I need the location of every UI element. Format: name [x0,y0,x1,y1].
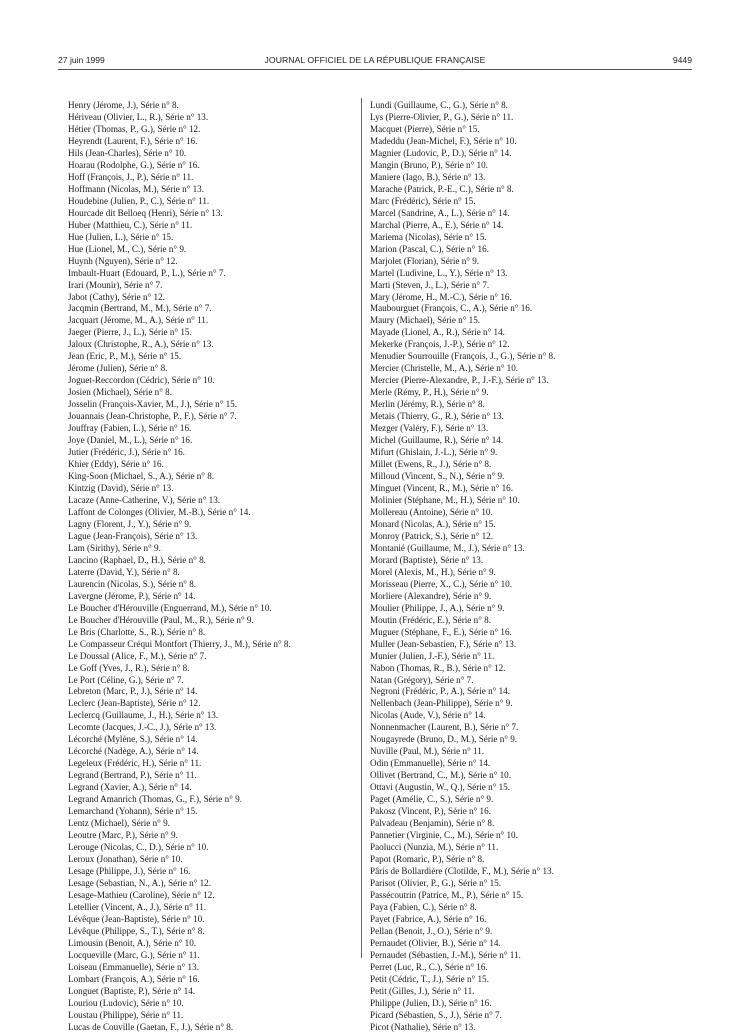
list-item: Marc (Frédéric), Série n° 15. [370,195,476,206]
list-item: Huber (Matthieu, C.), Série n° 11. [68,219,193,230]
list-item: Palvadeau (Benjamin), Série n° 8. [370,818,495,829]
list-item: Petit (Gilles, J.), Série n° 11. [370,985,475,996]
list-item: Josien (Michael), Série n° 8. [68,387,172,398]
list-item: Munier (Julien, J.-F.), Série n° 11. [370,650,495,661]
list-item: Legrand Amanrich (Thomas, G., F.), Série n° 9. [68,794,242,805]
list-item: Legrand (Xavier, A.), Série n° 14. [68,782,192,793]
list-item: Pernaudet (Olivier, B.), Série n° 14. [370,937,501,948]
list-item: Nougayrede (Bruno, D., M.), Série n° 9. [370,734,518,745]
list-item: Hoarau (Rodolphe, G.), Série n° 16. [68,159,200,170]
list-item: Le Port (Céline, G.), Série n° 7. [68,674,184,685]
list-item: Ottavi (Augustin, W., Q.), Série n° 15. [370,782,511,793]
list-item: Odin (Emmanuelle), Série n° 14. [370,758,491,769]
list-item: Lentz (Michael), Série n° 9. [68,818,170,829]
list-item: Morel (Alexis, M., H.), Série n° 9. [370,566,496,577]
list-item: Metais (Thierry, G., R.), Série n° 13. [370,411,504,422]
list-item: Nellenbach (Jean-Philippe), Série n° 9. [370,698,513,709]
list-item: Leroux (Jonathan), Série n° 10. [68,854,183,865]
list-item: Paget (Amélie, C., S.), Série n° 9. [370,794,494,805]
page-header [58,55,692,70]
list-item: Jouffray (Fabien, L.), Série n° 16. [68,423,192,434]
list-item: Monroy (Patrick, S.), Série n° 12. [370,530,494,541]
list-item: Passécoutrin (Patrice, M., P.), Série n° 15. [370,889,524,900]
list-item: Muller (Jean-Sebastien, F.), Série n° 13. [370,638,517,649]
list-item: Merle (Rémy, P., H.), Série n° 9. [370,387,489,398]
list-item: Lecomte (Jacques, J.-C., J.), Série n° 13. [68,722,217,733]
list-item: Magnier (Ludovic, P., D.), Série n° 14. [370,147,512,158]
list-item: Ollivet (Bertrand, C., M.), Série n° 10. [370,770,512,781]
list-item: Letellier (Vincent, A., J.), Série n° 11. [68,901,207,912]
list-item: Mariema (Nicolas), Série n° 15. [370,231,487,242]
list-item: Lerouge (Nicolas, C., D.), Série n° 10. [68,842,209,853]
list-item: Laurencin (Nicolas, S.), Série n° 8. [68,578,197,589]
list-item: Joguet-Reccordon (Cédric), Série n° 10. [68,375,215,386]
list-item: Hoffmann (Nicolas, M.), Série n° 13. [68,183,205,194]
list-item: Heyrendt (Laurent, F.), Série n° 16. [68,135,198,146]
list-item: Pakosz (Vincent, P.), Série n° 16. [370,806,491,817]
list-item: Perret (Luc, R., C.), Série n° 16. [370,961,488,972]
list-item: Pannetier (Virginie, C., M.), Série n° 10. [370,830,518,841]
list-item: Hétier (Thomas, P., G.), Série n° 12. [68,123,201,134]
list-item: Josselin (François-Xavier, M., J.), Série n° 15. [68,399,238,410]
list-item: Petit (Cédric, T., J.), Série n° 15. [370,973,489,984]
list-item: Moutin (Frédéric, E.), Série n° 8. [370,614,491,625]
list-item: Maniere (Iago, B.), Série n° 13. [370,171,486,182]
list-item: Joye (Daniel, M., L.), Série n° 16. [68,435,193,446]
list-item: Paolucci (Nunzia, M.), Série n° 11. [370,842,499,853]
page-number: 9449 [672,55,692,65]
list-item: Mercier (Pierre-Alexandre, P., J.-F.), Série n° 13. [370,375,549,386]
list-item: Lucas de Couville (Gaetan, F., J.), Série n° 8. [68,1021,234,1032]
list-item: Lesage-Mathieu (Caroline), Série n° 12. [68,889,215,900]
list-item: Leoutre (Marc, P.), Série n° 9. [68,830,178,841]
list-item: Le Bris (Charlotte, S., R.), Série n° 8. [68,626,206,637]
list-item: Khier (Eddy), Série n° 16. [68,459,164,470]
list-item: Louriou (Ludovic), Série n° 10. [68,997,184,1008]
list-item: Pâris de Bollardière (Clotilde, F., M.), Série n° 13. [370,866,554,876]
list-item: Le Boucher d'Hérouville (Enguerrand, M.), Série n° 10. [68,602,272,613]
list-item: Loustau (Philippe), Série n° 11. [68,1009,184,1020]
list-item: Nabon (Thomas, R., B.), Série n° 12. [370,662,506,673]
list-item: Macquet (Pierre), Série n° 15. [370,123,480,134]
list-item: Papot (Romaric, P.), Série n° 8. [370,854,485,865]
list-item: Mezger (Valéry, F.), Série n° 13. [370,423,489,434]
list-item: Martel (Ludivine, L., Y.), Série n° 13. [370,267,508,278]
list-item: Nicolas (Aude, V.), Série n° 14. [370,710,486,721]
left-column [68,100,373,1034]
list-item: Le Compasseur Créqui Montfort (Thierry, J., M.), Série n° 8. [68,638,291,649]
list-item: Lague (Jean-François), Série n° 13. [68,530,198,541]
list-item: Le Doussal (Alice, F., M.), Série n° 7. [68,650,207,661]
list-item: Jacqmin (Bertrand, M., M.), Série n° 7. [68,303,212,314]
list-item: Huynh (Nguyen), Série n° 12. [68,255,178,266]
list-item: Marchal (Pierre, A., E.), Série n° 14. [370,219,504,230]
list-item: Morisseau (Pierre, X., C.), Série n° 10. [370,578,513,589]
list-item: Irari (Mounir), Série n° 7. [68,279,163,290]
list-item: Maubourguet (François, C., A.), Série n° 16. [370,303,533,314]
list-item: Henry (Jérome, J.), Série n° 8. [68,100,179,110]
list-item: Madeddu (Jean-Michel, F.), Série n° 10. [370,135,517,146]
list-item: Milloud (Vincent, S., N.), Série n° 9. [370,471,505,482]
list-item: Mifurt (Ghislain, J.-L.), Série n° 9. [370,447,498,458]
list-item: Philippe (Julien, D.), Série n° 16. [370,997,492,1008]
list-item: Merlin (Jérémy, R.), Série n° 8. [370,399,485,410]
list-item: Mollereau (Antoine), Série n° 10. [370,506,493,517]
list-item: Molinier (Stéphane, M., H.), Série n° 10. [370,494,520,505]
list-item: Nuville (Paul, M.), Série n° 11. [370,746,485,757]
right-column [370,100,675,1034]
list-item: Lam (Sirithy), Série n° 9. [68,542,161,553]
list-item: Maury (Michael), Série n° 15. [370,315,481,326]
list-item: Millet (Ewens, R., J.), Série n° 8. [370,459,492,470]
list-item: Lévêque (Jean-Baptiste), Série n° 10. [68,913,205,924]
list-item: Imbault-Huart (Edouard, P., L.), Série n° 7. [68,267,226,278]
list-item: Hue (Julien, L.), Série n° 15. [68,231,174,242]
list-item: Morliere (Alexandre), Série n° 9. [370,590,492,601]
list-item: Moulier (Philippe, J., A.), Série n° 9. [370,602,505,613]
list-item: Lécorché (Nadège, A.), Série n° 14. [68,746,199,757]
list-item: Lévêque (Philippe, S., T.), Série n° 8. [68,925,205,936]
list-item: Montanié (Guillaume, M., J.), Série n° 13. [370,542,525,553]
list-item: Lemarchand (Yohann), Série n° 15. [68,806,198,817]
list-item: Lesage (Sebastian, N., A.), Série n° 12. [68,877,212,888]
list-item: Jean (Eric, P., M.), Série n° 15. [68,351,182,362]
list-item: Hériveau (Olivier, L., R.), Série n° 13. [68,111,209,122]
list-item: Hoff (François, J., P.), Série n° 11. [68,171,194,182]
list-item: Lagny (Florent, J., Y.), Série n° 9. [68,518,192,529]
list-item: Payet (Fabrice, A.), Série n° 16. [370,913,487,924]
list-item: Hue (Lionel, M., C.), Série n° 9. [68,243,187,254]
list-item: Minguet (Vincent, R., M.), Série n° 16. [370,483,513,493]
list-item: Jouannais (Jean-Christophe, P., F.), Série n° 7. [68,411,237,422]
list-item: Muguer (Stéphane, F., E.), Série n° 16. [370,626,512,637]
list-item: Michel (Guillaume, R.), Série n° 14. [370,435,504,446]
list-item: Locqueville (Marc, G.), Série n° 11. [68,949,200,960]
list-item: Marti (Steven, J., L.), Série n° 7. [370,279,490,290]
list-item: Lundi (Guillaume, C., G.), Série n° 8. [370,100,508,110]
list-item: Pellan (Benoit, J., O.), Série n° 9. [370,925,493,936]
list-item: Leclercq (Guillaume, J., H.), Série n° 13. [68,710,219,721]
list-item: Negroni (Frédéric, P., A.), Série n° 14. [370,686,510,697]
list-item: Parisot (Olivier, P., G.), Série n° 15. [370,877,502,888]
list-item: Jaeger (Pierre, J., L.), Série n° 15. [68,327,192,338]
list-item: Legeleux (Frédéric, H.), Série n° 11. [68,758,202,769]
list-item: Mekerke (François, J.-P.), Série n° 12. [370,339,510,350]
list-item: Marjolet (Florian), Série n° 9. [370,255,480,266]
list-item: Limousin (Benoit, A.), Série n° 10. [68,937,197,948]
list-item: Paya (Fabien, C.), Série n° 8. [370,901,477,912]
list-item: Lombart (François, A.), Série n° 16. [68,973,200,984]
list-item: Nonnenmacher (Laurent, B.), Série n° 7. [370,722,519,733]
list-item: Le Goff (Yves, J., R.), Série n° 8. [68,662,190,673]
journal-title: JOURNAL OFFICIEL DE LA RÉPUBLIQUE FRANÇAISE [264,55,486,65]
list-item: Le Boucher d'Hérouville (Paul, M., R.), Série n° 9. [68,614,254,625]
list-item: Marache (Patrick, P.-E., C.), Série n° 8. [370,183,514,194]
list-item: Jabot (Cathy), Série n° 12. [68,291,165,302]
list-item: Lancino (Raphael, D., H.), Série n° 8. [68,554,206,565]
list-item: Lys (Pierre-Olivier, P., G.), Série n° 11. [370,111,514,122]
list-item: Leclerc (Jean-Baptiste), Série n° 12. [68,698,201,709]
list-item: Hourcade dit Belloeq (Henri), Série n° 13. [68,207,223,218]
list-item: Marion (Pascal, C.), Série n° 16. [370,243,489,254]
list-item: Picot (Nathalie), Série n° 13. [370,1021,476,1032]
list-item: Mangin (Bruno, P.), Série n° 10. [370,159,488,170]
list-item: Mary (Jérome, H., M.-C.), Série n° 16. [370,291,512,302]
list-item: Pernaudet (Sébastien, J.-M.), Série n° 11. [370,949,521,960]
list-item: Mayade (Lionel, A., R.), Série n° 14. [370,327,505,338]
list-item: Houdebine (Julien, P., C.), Série n° 11. [68,195,210,206]
list-item: King-Soon (Michael, S., A.), Série n° 8. [68,471,215,482]
header-date: 27 juin 1999 [58,55,105,65]
list-item: Marcel (Sandrine, A., L.), Série n° 14. [370,207,510,218]
list-item: Mercier (Christelle, M., A.), Série n° 10. [370,363,519,374]
list-item: Natan (Grégory), Série n° 7. [370,674,474,685]
list-item: Laffont de Colonges (Olivier, M.-B.), Série n° 14. [68,506,251,517]
list-item: Laterre (David, Y.), Série n° 8. [68,566,180,577]
list-item: Morard (Baptiste), Série n° 13. [370,554,484,565]
list-item: Lacaze (Anne-Catherine, V.), Série n° 13. [68,494,221,505]
list-item: Lécorché (Mylène, S.), Série n° 14. [68,734,198,745]
list-item: Jérome (Julien), Série n° 8. [68,363,168,374]
list-item: Lebreton (Marc, P., J.), Série n° 14. [68,686,198,697]
list-item: Legrand (Bertrand, P.), Série n° 11. [68,770,197,781]
list-item: Jutier (Frédéric, J.), Série n° 16. [68,447,185,458]
list-item: Menudier Sourrouille (François, J., G.), Série n° 8. [370,351,556,362]
list-item: Lavergne (Jérome, P.), Série n° 14. [68,590,196,601]
list-item: Hils (Jean-Charles), Série n° 10. [68,147,187,158]
column-divider [361,98,362,958]
list-item: Loiseau (Emmanuelle), Série n° 13. [68,961,199,972]
list-item: Jacquart (Jérome, M., A.), Série n° 11. [68,315,209,326]
list-item: Jaloux (Christophe, R., A.), Série n° 13. [68,339,214,350]
list-item: Monard (Nicolas, A.), Série n° 15. [370,518,496,529]
list-item: Picard (Sébastien, S., J.), Série n° 7. [370,1009,502,1020]
list-item: Lesage (Philippe, J.), Série n° 16. [68,866,191,876]
list-item: Kintzig (David), Série n° 13. [68,483,174,493]
list-item: Longuet (Baptiste, P.), Série n° 14. [68,985,196,996]
